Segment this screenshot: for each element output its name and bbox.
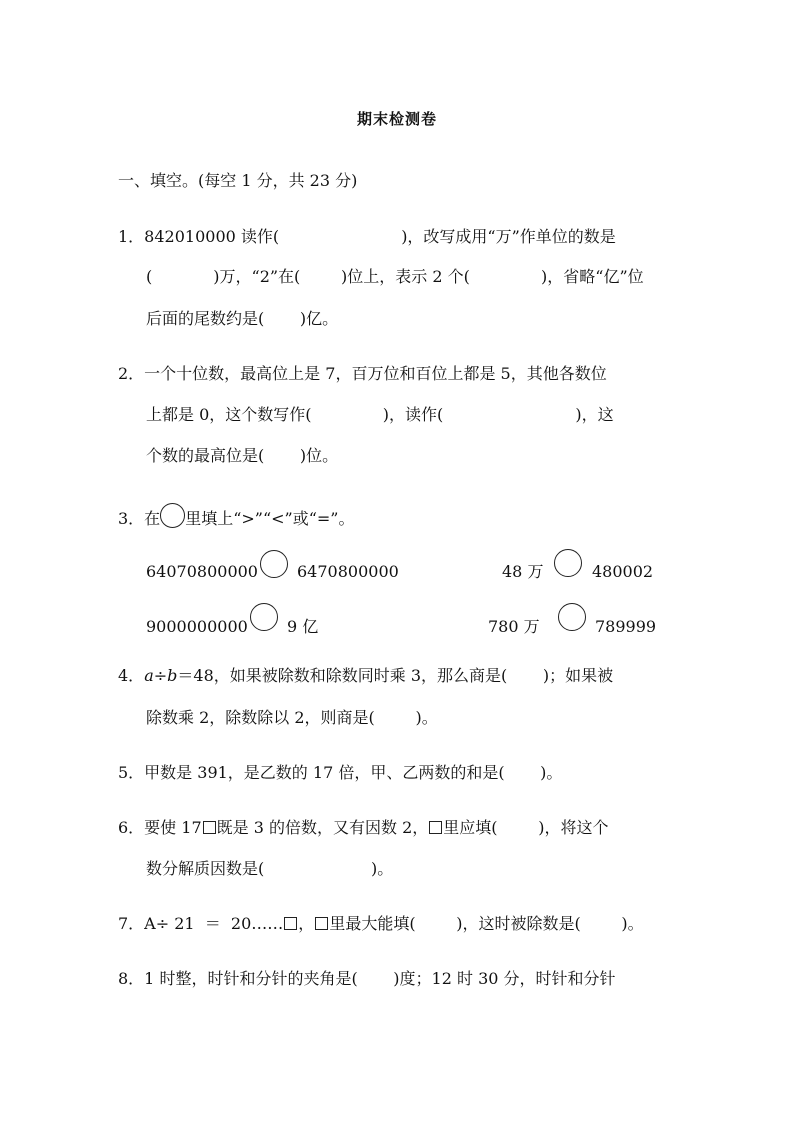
q4-rest: ＝48，如果被除数和除数同时乘 3，那么商是( )；如果被 [177,666,614,685]
q3-row1-left-a: 64070800000 [146,562,258,581]
q1-line-1: 1．842010000 读作( )，改写成用“万”作单位的数是 [118,227,616,246]
box-icon [203,821,216,834]
divide-sign: ÷ [153,666,168,685]
q4-line-2: 除数乘 2，除数除以 2，则商是( )。 [146,708,438,727]
box-icon [284,917,297,930]
q3-row1-right-b: 480002 [592,562,654,581]
q3-line-1 [118,503,355,530]
q3-suffix: 里填上“>”“<”或“=”。 [185,509,355,528]
var-a: a [144,666,154,685]
q3-prefix: 3．在 [118,509,161,528]
q3-row1-right-a: 48 万 [502,562,544,581]
q3-row2-right-b: 789999 [595,617,657,636]
q2-line-3: 个数的最高位是( )位。 [146,446,339,465]
q7-line-1 [118,913,644,935]
var-b: b [167,666,178,685]
compare-circle-icon[interactable] [250,603,278,631]
q6-part-b: 既是 3 的倍数，又有因数 2， [216,818,429,837]
compare-circle-icon[interactable] [554,549,582,577]
q1-line-3: 后面的尾数约是( )亿。 [146,309,339,328]
q3-row2-left-b: 9 亿 [287,617,319,636]
q6-line-2: 数分解质因数是( )。 [146,859,394,878]
compare-circle-icon[interactable] [558,603,586,631]
page-title: 期末检测卷 [356,110,437,128]
box-icon [429,821,442,834]
q3-row2-left-a: 9000000000 [146,617,248,636]
q2-line-2: 上都是 0，这个数写作( )，读作( )，这 [146,405,614,424]
q3-row1-left-b: 6470800000 [297,562,399,581]
compare-circle-icon[interactable] [260,550,288,578]
q7-part-b: ， [298,914,315,933]
q3-row2-right-a: 780 万 [488,617,540,636]
q8-line-1: 8．1 时整，时针和分针的夹角是( )度；12 时 30 分，时针和分针 [118,969,616,988]
q6-part-a: 6．要使 17 [118,818,202,837]
q6-part-c: 里应填( )，将这个 [443,818,609,837]
q6-line-1 [118,817,608,839]
q2-line-1: 2．一个十位数，最高位上是 7，百万位和百位上都是 5，其他各数位 [118,364,607,383]
circle-icon [160,503,185,528]
box-icon [315,917,328,930]
q4-number: 4． [118,666,145,685]
section-heading: 一、填空。(每空 1 分，共 23 分) [118,171,358,190]
q1-line-2: ( )万，“2”在( )位上，表示 2 个( )，省略“亿”位 [146,267,644,286]
q5-line-1: 5．甲数是 391，是乙数的 17 倍，甲、乙两数的和是( )。 [118,763,563,782]
q4-line-1 [118,665,613,687]
q7-part-a: 7．A÷ 21 ＝ 20…… [118,914,284,933]
q7-part-c: 里最大能填( )，这时被除数是( )。 [329,914,644,933]
